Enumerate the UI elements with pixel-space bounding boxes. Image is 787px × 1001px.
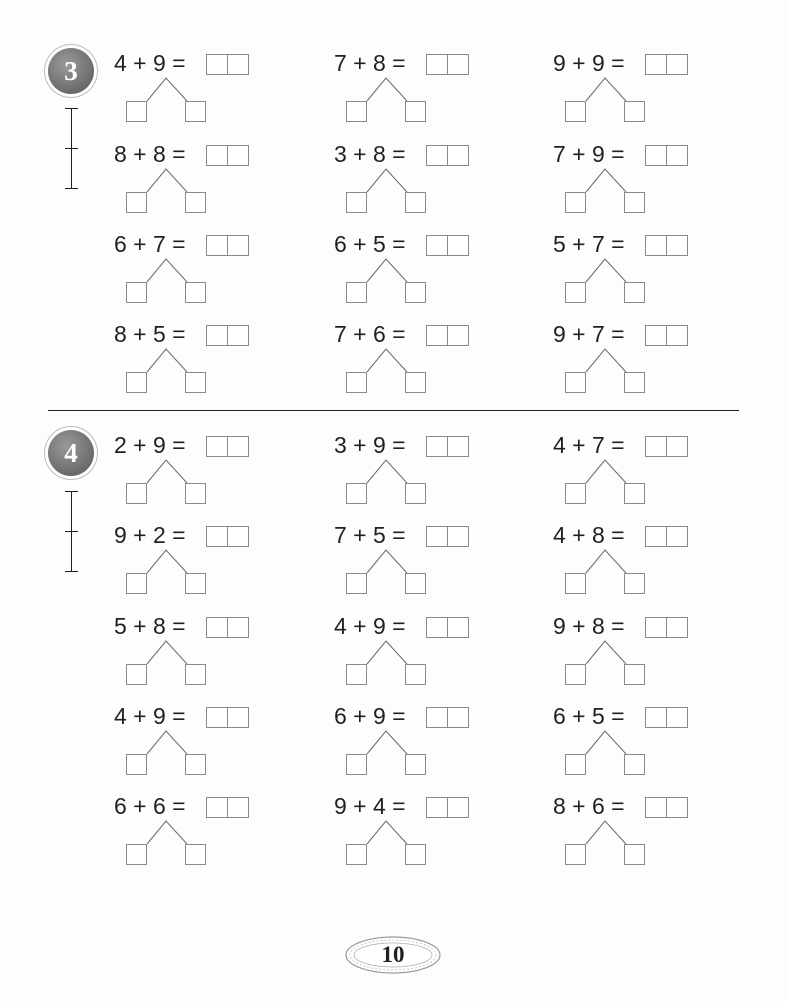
split-box-right[interactable] — [624, 844, 645, 865]
split-box-right[interactable] — [405, 573, 426, 594]
problem-item — [553, 231, 703, 305]
problem-expression: 5 + 7 = — [553, 231, 625, 257]
split-box-right[interactable] — [185, 573, 206, 594]
split-box-left[interactable] — [346, 573, 367, 594]
split-box-right[interactable] — [405, 844, 426, 865]
split-box-left[interactable] — [565, 573, 586, 594]
split-box-left[interactable] — [346, 101, 367, 122]
problem-expression: 9 + 4 = — [334, 793, 406, 819]
split-box-right[interactable] — [405, 754, 426, 775]
split-box-right[interactable] — [405, 483, 426, 504]
split-box-left[interactable] — [126, 282, 147, 303]
split-box-left[interactable] — [346, 754, 367, 775]
split-box-right[interactable] — [185, 101, 206, 122]
problem-expression: 4 + 9 = — [114, 50, 186, 76]
problem-item — [114, 522, 264, 596]
split-box-right[interactable] — [185, 282, 206, 303]
split-box-left[interactable] — [346, 664, 367, 685]
problem-item — [553, 50, 703, 124]
problem-expression: 4 + 8 = — [553, 522, 625, 548]
problem-expression: 9 + 9 = — [553, 50, 625, 76]
split-box-left[interactable] — [346, 372, 367, 393]
problem-expression: 6 + 6 = — [114, 793, 186, 819]
split-box-right[interactable] — [624, 754, 645, 775]
split-box-right[interactable] — [624, 483, 645, 504]
split-box-left[interactable] — [565, 101, 586, 122]
problem-item — [114, 613, 264, 687]
problem-item — [553, 613, 703, 687]
split-box-right[interactable] — [185, 844, 206, 865]
problem-expression: 8 + 6 = — [553, 793, 625, 819]
problem-item — [553, 522, 703, 596]
page-number-badge — [344, 935, 442, 975]
problem-item — [334, 432, 484, 506]
problem-item — [334, 321, 484, 395]
split-box-left[interactable] — [565, 483, 586, 504]
split-box-left[interactable] — [346, 282, 367, 303]
split-box-left[interactable] — [126, 101, 147, 122]
split-box-left[interactable] — [565, 282, 586, 303]
problem-expression: 3 + 8 = — [334, 141, 406, 167]
split-box-right[interactable] — [185, 664, 206, 685]
problem-expression: 6 + 5 = — [553, 703, 625, 729]
problem-item — [553, 793, 703, 867]
split-box-right[interactable] — [624, 573, 645, 594]
split-box-left[interactable] — [346, 192, 367, 213]
problem-item — [334, 613, 484, 687]
split-box-right[interactable] — [405, 101, 426, 122]
problem-item — [334, 522, 484, 596]
problem-expression: 6 + 7 = — [114, 231, 186, 257]
problem-item — [114, 50, 264, 124]
split-box-right[interactable] — [405, 192, 426, 213]
split-box-right[interactable] — [185, 192, 206, 213]
problem-item — [334, 50, 484, 124]
problem-item — [553, 141, 703, 215]
problem-expression: 9 + 7 = — [553, 321, 625, 347]
split-box-right[interactable] — [624, 101, 645, 122]
split-box-left[interactable] — [126, 372, 147, 393]
problem-expression: 4 + 7 = — [553, 432, 625, 458]
split-box-left[interactable] — [126, 754, 147, 775]
problem-expression: 7 + 5 = — [334, 522, 406, 548]
problem-expression: 4 + 9 = — [334, 613, 406, 639]
problem-item — [114, 321, 264, 395]
problem-expression: 4 + 9 = — [114, 703, 186, 729]
split-box-left[interactable] — [346, 844, 367, 865]
problem-item — [334, 703, 484, 777]
problem-item — [334, 141, 484, 215]
split-box-left[interactable] — [565, 754, 586, 775]
split-box-right[interactable] — [405, 664, 426, 685]
split-box-left[interactable] — [126, 573, 147, 594]
section-4-number: 4 — [64, 437, 78, 468]
section-divider — [48, 410, 739, 411]
problem-expression: 7 + 6 = — [334, 321, 406, 347]
problem-item — [114, 793, 264, 867]
problem-item — [334, 793, 484, 867]
split-box-left[interactable] — [565, 844, 586, 865]
page-number: 10 — [381, 942, 405, 967]
problem-item — [553, 321, 703, 395]
split-box-left[interactable] — [126, 192, 147, 213]
split-box-right[interactable] — [185, 483, 206, 504]
problem-item — [114, 141, 264, 215]
problem-expression: 8 + 8 = — [114, 141, 186, 167]
problem-expression: 8 + 5 = — [114, 321, 186, 347]
split-box-right[interactable] — [624, 664, 645, 685]
split-box-left[interactable] — [565, 192, 586, 213]
problem-expression: 7 + 9 = — [553, 141, 625, 167]
problem-expression: 9 + 8 = — [553, 613, 625, 639]
split-box-left[interactable] — [346, 483, 367, 504]
problem-expression: 3 + 9 = — [334, 432, 406, 458]
split-box-right[interactable] — [624, 372, 645, 393]
problem-item — [114, 703, 264, 777]
split-box-right[interactable] — [185, 754, 206, 775]
split-box-right[interactable] — [624, 192, 645, 213]
problem-expression: 5 + 8 = — [114, 613, 186, 639]
section-3-number: 3 — [64, 55, 78, 86]
split-box-right[interactable] — [624, 282, 645, 303]
problem-item — [114, 231, 264, 305]
problem-expression: 2 + 9 = — [114, 432, 186, 458]
problem-item — [553, 703, 703, 777]
section-4-badge — [48, 430, 94, 476]
split-box-left[interactable] — [126, 844, 147, 865]
problem-expression: 6 + 5 = — [334, 231, 406, 257]
split-box-left[interactable] — [126, 483, 147, 504]
problem-expression: 7 + 8 = — [334, 50, 406, 76]
split-box-right[interactable] — [405, 372, 426, 393]
section-3-badge — [48, 48, 94, 94]
problem-item — [553, 432, 703, 506]
problem-expression: 9 + 2 = — [114, 522, 186, 548]
split-box-right[interactable] — [405, 282, 426, 303]
problem-item — [334, 231, 484, 305]
split-box-left[interactable] — [565, 664, 586, 685]
split-box-right[interactable] — [185, 372, 206, 393]
problem-item — [114, 432, 264, 506]
split-box-left[interactable] — [565, 372, 586, 393]
problem-expression: 6 + 9 = — [334, 703, 406, 729]
split-box-left[interactable] — [126, 664, 147, 685]
